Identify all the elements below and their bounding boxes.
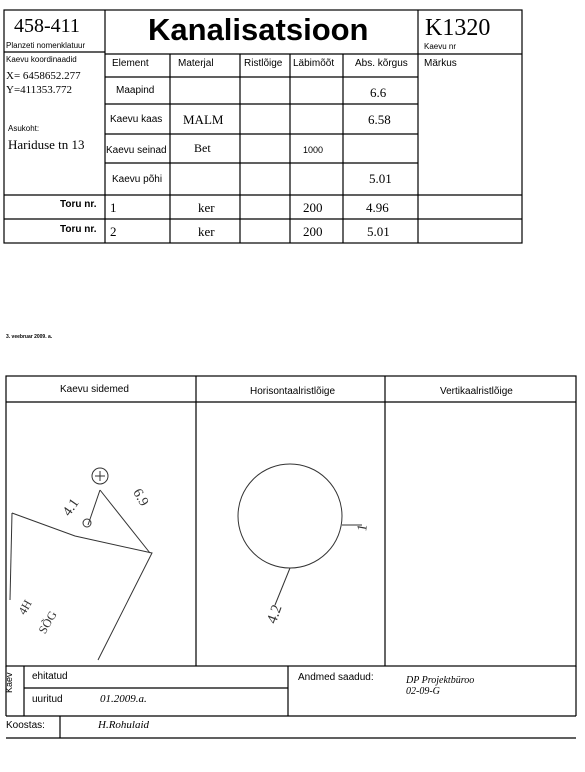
author-value: H.Rohulaid [98,719,150,731]
nomenclature-value: 458-411 [14,15,80,37]
coords-label: Kaevu koordinaadid [6,55,77,64]
row-height-ground: 6.6 [370,85,387,100]
data-from-value: DP Projektbüroo [406,675,475,686]
row-diameter-walls: 1000 [303,145,324,155]
row-height-cover: 6.58 [368,112,391,127]
date-text: 3. veebruar 2009. a. [6,334,53,340]
pipe-height-1: 4.96 [366,200,389,215]
data-from-code: 02-09-G [406,686,440,697]
pipe-number-2: 2 [110,224,117,239]
y-coordinate: Y=411353.772 [6,84,72,96]
location-label: Asukoht: [8,124,40,133]
nomenclature-label: Planzeti nomenklatuur [6,41,86,50]
col-header-height: Abs. kõrgus [355,58,408,69]
col-header-diameter: Läbimõõt [293,58,335,69]
row-height-bottom: 5.01 [369,171,392,186]
sketch-label-f: 1 [355,523,372,533]
surveyed-value: 01.2009.a. [100,693,147,705]
page-title: Kanalisatsioon [148,12,369,47]
sketch-label-d: SÕG [35,608,60,637]
author-label: Koostas: [6,720,45,731]
sketch-label-e: 4.2 [264,602,286,626]
sketch-label-a: 4.1 [60,496,83,520]
panel-title-connections: Kaevu sidemed [60,384,129,395]
row-element-walls: Kaevu seinad [106,145,167,156]
pipe-label-2: Toru nr. [60,224,97,235]
pipe-number-1: 1 [110,200,117,215]
row-element-ground: Maapind [116,85,155,96]
sketch-label-b: 6.9 [129,486,152,510]
col-header-element: Element [112,58,149,69]
pipe-material-1: ker [198,200,215,215]
row-material-walls: Bet [194,141,211,155]
well-number-label: Kaevu nr [424,42,457,51]
built-label: ehitatud [32,671,68,682]
row-element-bottom: Kaevu põhi [112,174,163,185]
row-element-cover: Kaevu kaas [110,114,163,125]
x-coordinate: X= 6458652.277 [6,70,81,82]
sketch-label-c: 4H [15,597,35,618]
pipe-material-2: ker [198,224,215,239]
pipe-height-2: 5.01 [367,224,390,239]
surveyed-label: uuritud [32,694,63,705]
col-header-material: Materjal [178,58,214,69]
pipe-diameter-2: 200 [303,224,323,239]
col-header-cross: Ristlõige [244,58,283,69]
row-material-cover: MALM [183,112,224,127]
col-header-notes: Märkus [424,58,457,69]
pipe-label-1: Toru nr. [60,199,97,210]
panel-title-vertical: Vertikaalristlõige [440,386,513,397]
panel-title-horizontal: Horisontaalristlõige [250,386,336,397]
footer-side-label: Kaev [4,672,14,693]
well-number: K1320 [425,15,491,41]
data-from-label: Andmed saadud: [298,672,374,683]
pipe-diameter-1: 200 [303,200,323,215]
location-value: Hariduse tn 13 [8,137,85,152]
